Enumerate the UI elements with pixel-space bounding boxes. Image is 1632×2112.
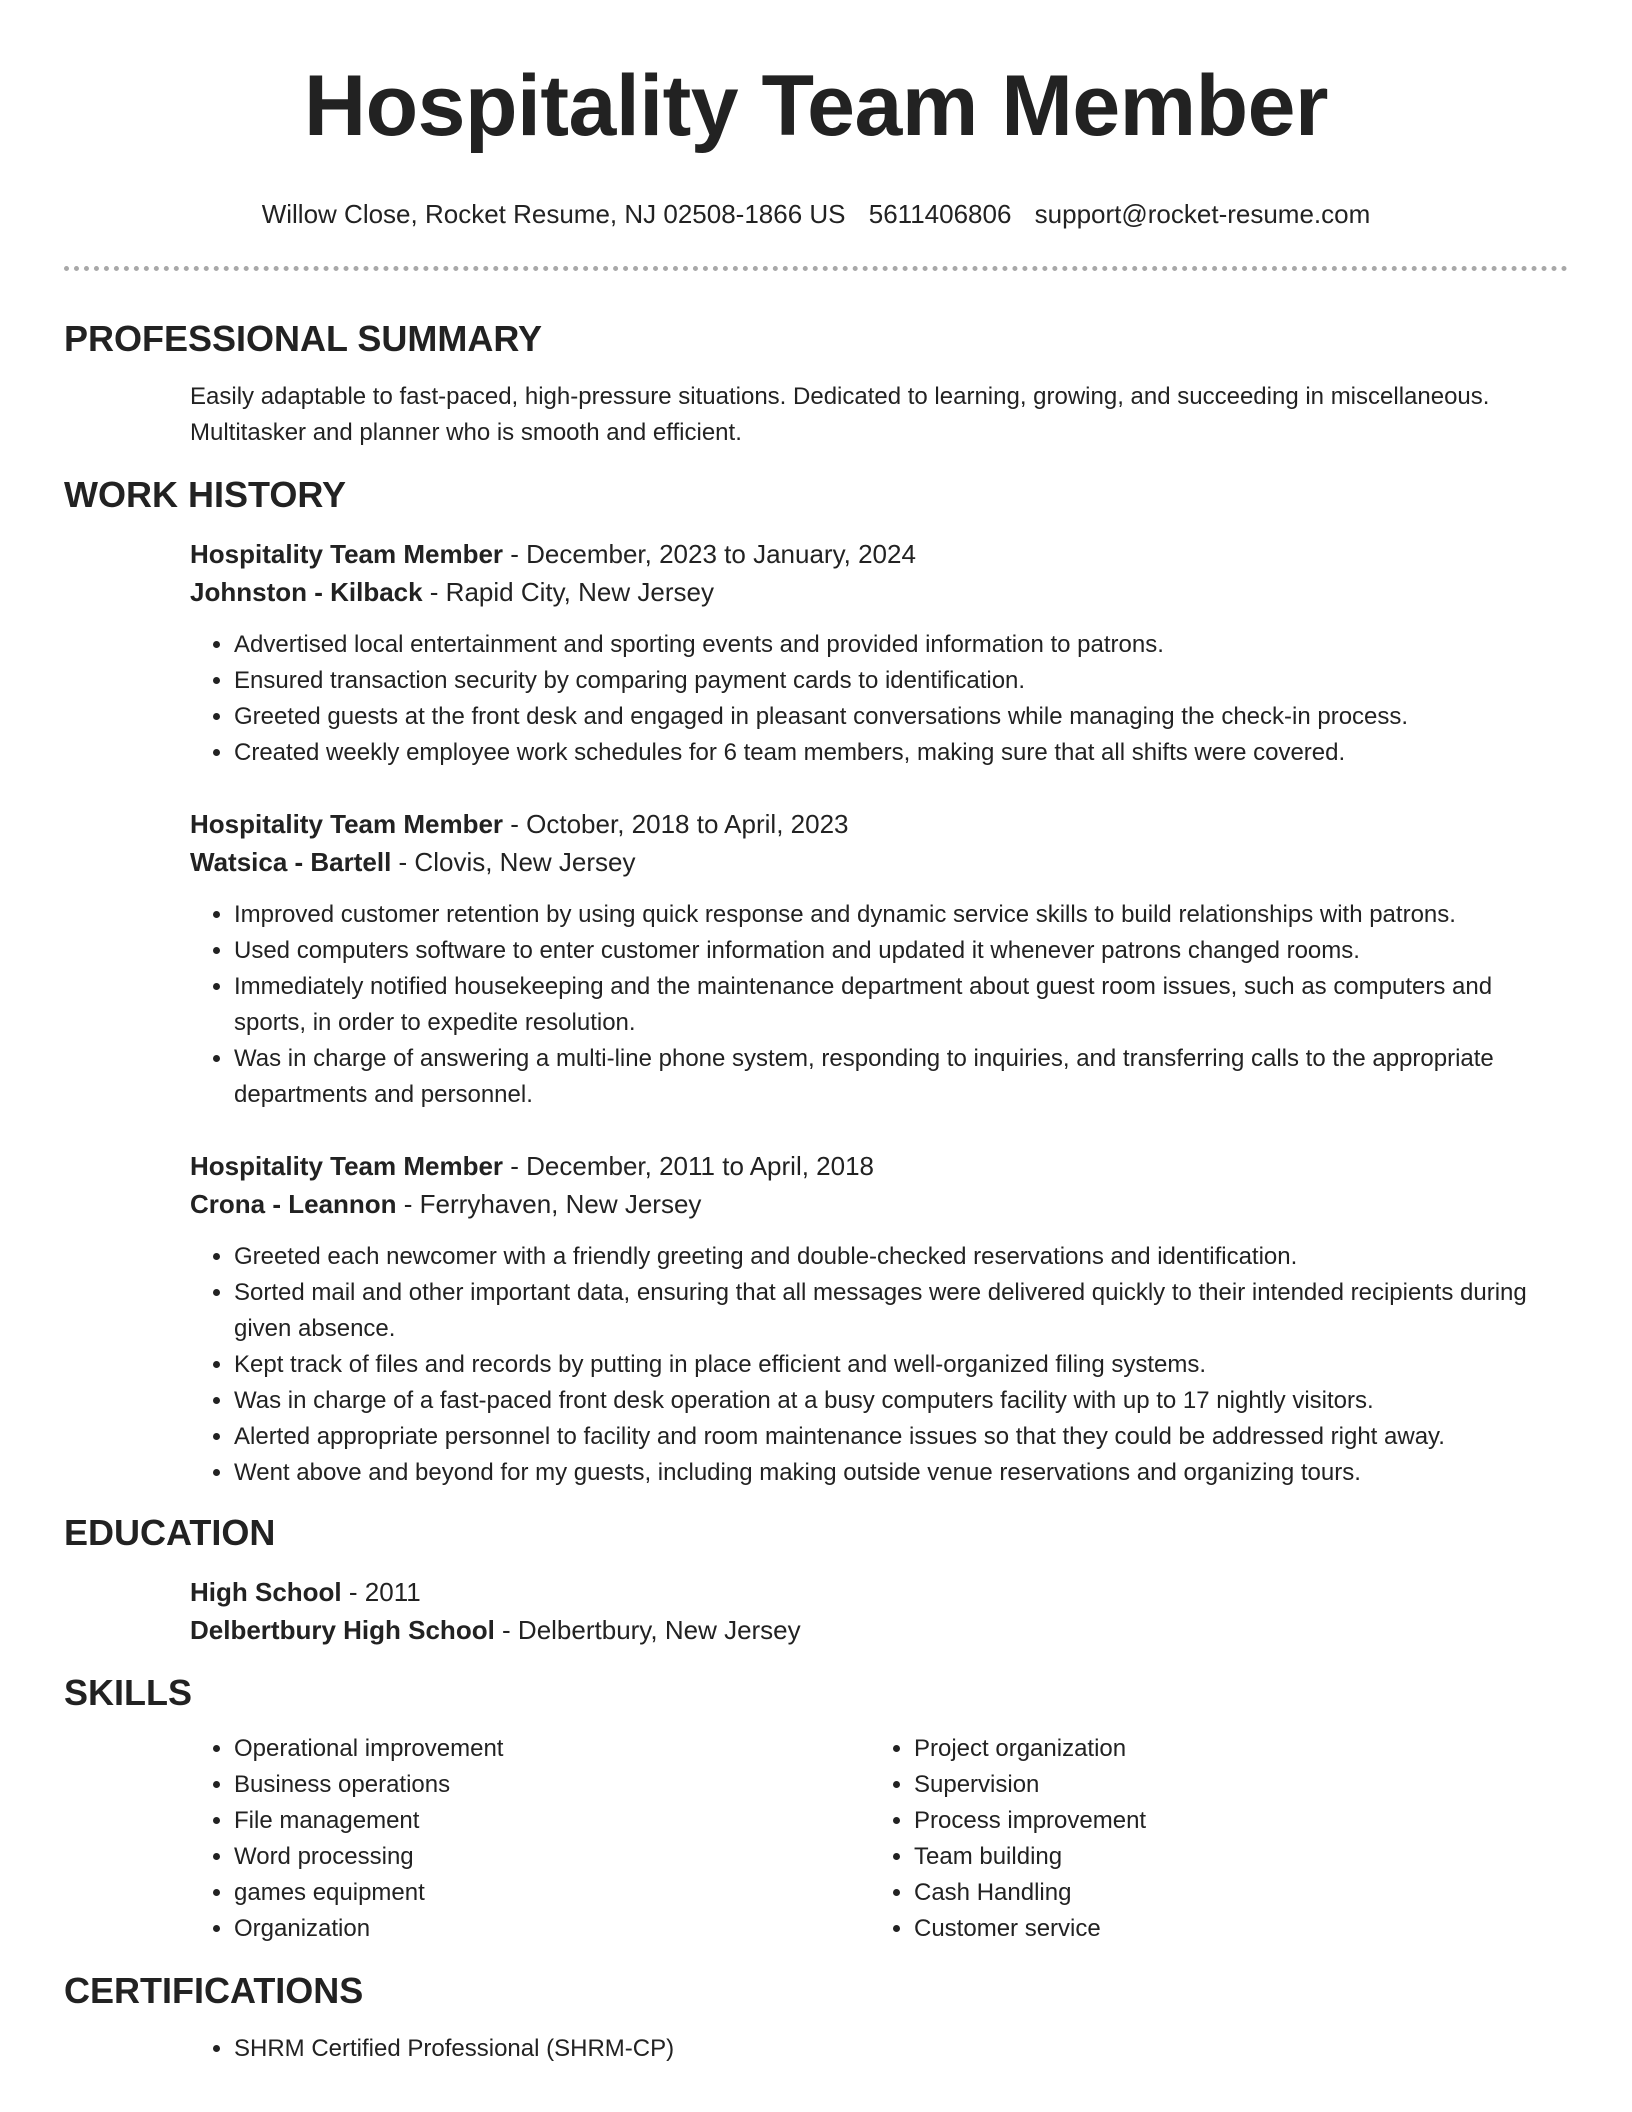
- job-company: Watsica - Bartell: [190, 847, 392, 877]
- job-title-line: [190, 805, 1568, 843]
- list-item: • SHRM Certified Professional (SHRM-CP): [234, 2031, 1568, 2067]
- list-item: • Immediately notified housekeeping and the maintenance department about guest room issues, such as computers and sports, in order to expedite resolution.: [234, 969, 1568, 1041]
- list-item: • Used computers software to enter customer information and updated it whenever patrons changed rooms.: [234, 933, 1568, 969]
- summary-text: Easily adaptable to fast-paced, high-pressure situations. Dedicated to learning, growing, and succeeding in miscellaneous. Multitasker and planner who is smooth and efficient.: [190, 383, 1490, 446]
- education-school-line: [190, 1611, 1568, 1649]
- job-dates: - December, 2023 to January, 2024: [503, 539, 916, 569]
- job-dates: - December, 2011 to April, 2018: [503, 1151, 875, 1181]
- phone: 5611406806: [868, 199, 1012, 229]
- section-title-education: EDUCATION: [64, 1512, 276, 1553]
- list-item: • Sorted mail and other important data, ensuring that all messages were delivered quickly to their intended recipients during given absence.: [234, 1275, 1568, 1347]
- job-role: Hospitality Team Member: [190, 809, 504, 839]
- job-role: Hospitality Team Member: [190, 1151, 504, 1181]
- list-item: • Kept track of files and records by putting in place efficient and well-organized filing systems.: [234, 1347, 1568, 1383]
- job-company-line: [190, 843, 1568, 881]
- education-degree-line: [190, 1573, 1568, 1611]
- education-year: - 2011: [341, 1577, 421, 1607]
- job-location: - Clovis, New Jersey: [391, 847, 636, 877]
- skills-list-left: [190, 1731, 870, 1947]
- list-item: • Greeted guests at the front desk and engaged in pleasant conversations while managing the check-in process.: [234, 699, 1568, 735]
- list-item: • Greeted each newcomer with a friendly greeting and double-checked reservations and identification.: [234, 1239, 1568, 1275]
- list-item: • Cash Handling: [914, 1875, 1550, 1911]
- list-item: • Business operations: [234, 1767, 870, 1803]
- section-title-summary: PROFESSIONAL SUMMARY: [64, 318, 543, 359]
- job-title-line: [190, 1147, 1568, 1185]
- job-entry: [190, 1147, 1568, 1491]
- candidate-name: Hospitality Team Member: [304, 58, 1328, 154]
- job-role: Hospitality Team Member: [190, 539, 504, 569]
- list-item: • Alerted appropriate personnel to facility and room maintenance issues so that they could be addressed right away.: [234, 1419, 1568, 1455]
- education-school: Delbertbury High School: [190, 1615, 495, 1645]
- list-item: • Was in charge of a fast-paced front desk operation at a busy computers facility with up to 17 nightly visitors.: [234, 1383, 1568, 1419]
- list-item: • Created weekly employee work schedules for 6 team members, making sure that all shifts were covered.: [234, 735, 1568, 771]
- education-degree: High School: [190, 1577, 342, 1607]
- job-bullets: [190, 627, 1568, 771]
- section-title-skills: SKILLS: [64, 1672, 193, 1713]
- list-item: • File management: [234, 1803, 870, 1839]
- address: Willow Close, Rocket Resume, NJ 02508-1866 US: [261, 199, 846, 229]
- list-item: • Went above and beyond for my guests, including making outside venue reservations and organizing tours.: [234, 1455, 1568, 1491]
- list-item: • Advertised local entertainment and sporting events and provided information to patrons.: [234, 627, 1568, 663]
- job-entry: [190, 535, 1568, 771]
- job-bullets: [190, 1239, 1568, 1491]
- education-entry: [190, 1573, 1568, 1649]
- list-item: • Operational improvement: [234, 1731, 870, 1767]
- job-company: Crona - Leannon: [190, 1189, 397, 1219]
- section-title-work-history: WORK HISTORY: [64, 474, 347, 515]
- certifications-bullets: [190, 2031, 1568, 2067]
- job-company-line: [190, 573, 1568, 611]
- job-title-line: [190, 535, 1568, 573]
- job-dates: - October, 2018 to April, 2023: [503, 809, 849, 839]
- list-item: • Process improvement: [914, 1803, 1550, 1839]
- header-divider: [64, 266, 1568, 271]
- job-bullets: [190, 897, 1568, 1113]
- list-item: • Ensured transaction security by comparing payment cards to identification.: [234, 663, 1568, 699]
- contact-line: [64, 198, 1568, 230]
- list-item: • Improved customer retention by using quick response and dynamic service skills to build relationships with patrons.: [234, 897, 1568, 933]
- skills-list-right: [870, 1731, 1550, 1947]
- job-entry: [190, 805, 1568, 1113]
- list-item: • Word processing: [234, 1839, 870, 1875]
- list-item: • Was in charge of answering a multi-line phone system, responding to inquiries, and transferring calls to the appropriate departments and personnel.: [234, 1041, 1568, 1113]
- education-location: - Delbertbury, New Jersey: [494, 1615, 801, 1645]
- list-item: • Supervision: [914, 1767, 1550, 1803]
- job-location: - Ferryhaven, New Jersey: [396, 1189, 702, 1219]
- skills-column-right: [870, 1731, 1550, 1947]
- email: support@rocket-resume.com: [1034, 199, 1371, 229]
- job-company: Johnston - Kilback: [190, 577, 423, 607]
- certifications-list: [190, 2031, 1568, 2067]
- job-company-line: [190, 1185, 1568, 1223]
- list-item: • Organization: [234, 1911, 870, 1947]
- skills-column-left: [190, 1731, 870, 1947]
- list-item: • games equipment: [234, 1875, 870, 1911]
- section-title-certifications: CERTIFICATIONS: [64, 1970, 364, 2011]
- skills-grid: [190, 1731, 1568, 1947]
- list-item: • Project organization: [914, 1731, 1550, 1767]
- list-item: • Team building: [914, 1839, 1550, 1875]
- list-item: • Customer service: [914, 1911, 1550, 1947]
- job-location: - Rapid City, New Jersey: [422, 577, 714, 607]
